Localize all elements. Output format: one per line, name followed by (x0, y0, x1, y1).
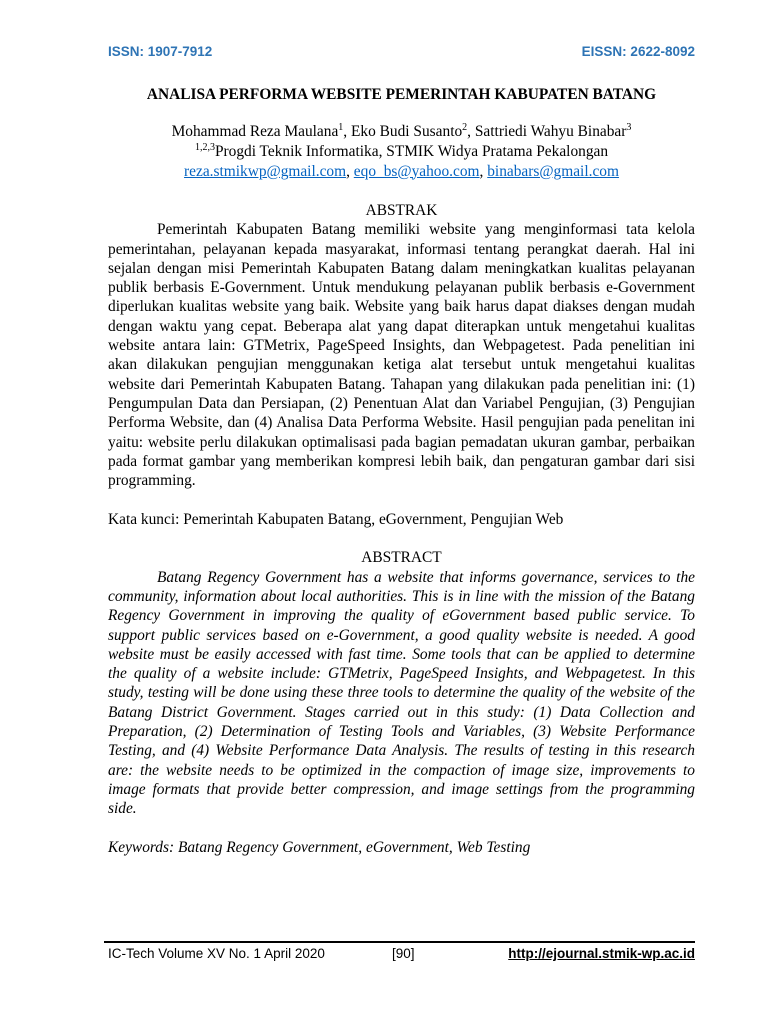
abstract-line: Testing, and (4) Website Performance Data Analysis. The results of testing in this research (108, 742, 695, 760)
affiliation-text: Progdi Teknik Informatika, STMIK Widya Pratama Pekalongan (214, 143, 609, 160)
email-list (108, 162, 695, 181)
affiliation-line (108, 142, 695, 161)
journal-url-link[interactable]: http://ejournal.stmik-wp.ac.id (508, 946, 695, 961)
abstrak-line: Pemerintah Kabupaten Batang memiliki website yang menginformasi tata kelola (157, 221, 695, 239)
abstrak-line: pemerintahan, pelayanan kepada masyarakat, informasi tentang perangkat daerah. Hal ini (108, 240, 695, 258)
abstrak-line: Pengumpulan Data dan Persiapan, (2) Penentuan Alat dan Variabel Pengujian, (3) Pengujian (108, 394, 695, 412)
abstract-line: are: the website needs to be optimized in the compaction of image size, improvements to (108, 761, 695, 779)
author-list (108, 122, 695, 141)
email-separator: , (346, 162, 354, 180)
footer-rule (104, 941, 695, 943)
author-affiliation-marker: 1 (338, 122, 344, 133)
author-separator: , (343, 123, 351, 140)
abstract-heading: ABSTRACT (361, 549, 442, 567)
author-name: Sattriedi Wahyu Binabar (474, 123, 627, 140)
kata-kunci: Kata kunci: Pemerintah Kabupaten Batang, eGovernment, Pengujian Web (108, 510, 564, 528)
abstract-line: side. (108, 800, 137, 818)
author-name: Mohammad Reza Maulana (171, 123, 339, 140)
abstract-line: Regency Government in improving the quality of eGovernment based public service. To (108, 607, 695, 625)
abstrak-line: pada format gambar yang memberikan kompresi lebih baik, dan pengaturan gambar dari sisi (108, 452, 695, 470)
affiliation-marker: 1,2,3 (194, 142, 215, 153)
email-separator: , (479, 162, 488, 180)
author-affiliation-marker: 2 (462, 122, 468, 133)
abstrak-line: website dari Pemerintah Kabupaten Batang. Tahapan yang dilakukan pada penelitian ini: (1) (108, 375, 695, 393)
abstract-paragraph (108, 568, 695, 819)
abstrak-line: website antara lain: GTMetrix, PageSpeed Insights, dan Webpagetest. Pada penelitian ini (108, 337, 695, 355)
abstract-line: the quality of a website include: GTMetrix, PageSpeed Insights, and Webpagetest. In this (108, 665, 695, 683)
email-link[interactable]: reza.stmikwp@gmail.com (184, 162, 347, 180)
issn-label: ISSN: 1907-7912 (108, 44, 213, 59)
keywords: Keywords: Batang Regency Government, eGovernment, Web Testing (108, 838, 531, 856)
author-affiliation-marker: 3 (626, 122, 632, 133)
abstract-line: Batang District Government. Stages carried out in this study: (1) Data Collection and (108, 703, 695, 721)
abstrak-line: publik berbasis E-Government. Untuk mendukung pelayanan publik berbasis e-Government (108, 279, 695, 297)
abstract-line: Batang Regency Government has a website that informs governance, services to the (157, 568, 695, 586)
abstrak-line: sejalan dengan misi Pemerintah Kabupaten Batang dalam meningkatkan kualitas pelayanan (108, 259, 695, 277)
journal-volume: IC-Tech Volume XV No. 1 April 2020 (108, 946, 325, 961)
eissn-label: EISSN: 2622-8092 (581, 44, 695, 59)
abstrak-line: yaitu: website perlu dilakukan optimalisasi pada bagian pemadatan ukuran gambar, perbaikan (108, 433, 695, 451)
abstract-line: website must be easily accessed with fast time. Some tools that can be applied to determine (108, 645, 695, 663)
abstract-line: support public services based on e-Government, a good quality website is needed. A good (108, 626, 695, 644)
email-link[interactable]: eqo_bs@yahoo.com (353, 162, 480, 180)
author-separator: , (467, 123, 475, 140)
abstract-line: study, testing will be done using these three tools to determine the quality of the website of the (108, 684, 695, 702)
abstrak-line: dengan waktu yang cepat. Beberapa alat yang dapat diterapkan untuk mengetahui kualitas (108, 317, 695, 335)
paper-title: ANALISA PERFORMA WEBSITE PEMERINTAH KABUPATEN BATANG (146, 86, 657, 103)
abstract-line: image formats that provide better compression, and image settings from the programming (108, 780, 695, 798)
abstrak-line: akan dilakukan pengujian menggunakan ketiga alat tersebut untuk mengetahui kualitas (108, 356, 695, 374)
abstrak-heading: ABSTRAK (365, 202, 438, 219)
abstrak-line: programming. (108, 472, 196, 490)
abstrak-line: Performa Website, dan (4) Analisa Data Performa Website. Hasil pengujian pada penelitan ini (108, 414, 695, 432)
page-number: [90] (392, 946, 415, 961)
abstrak-paragraph (108, 220, 695, 490)
email-link[interactable]: binabars@gmail.com (487, 162, 619, 180)
author-name: Eko Budi Susanto (351, 123, 463, 140)
abstract-line: Preparation, (2) Determination of Testing Tools and Variables, (3) Website Performance (108, 723, 695, 741)
abstrak-line: diperlukan kualitas website yang baik. Website yang baik harus dapat diakses dengan mudah (108, 298, 695, 316)
abstract-line: community, information about local authorities. This is in line with the mission of the Batang (108, 587, 695, 605)
